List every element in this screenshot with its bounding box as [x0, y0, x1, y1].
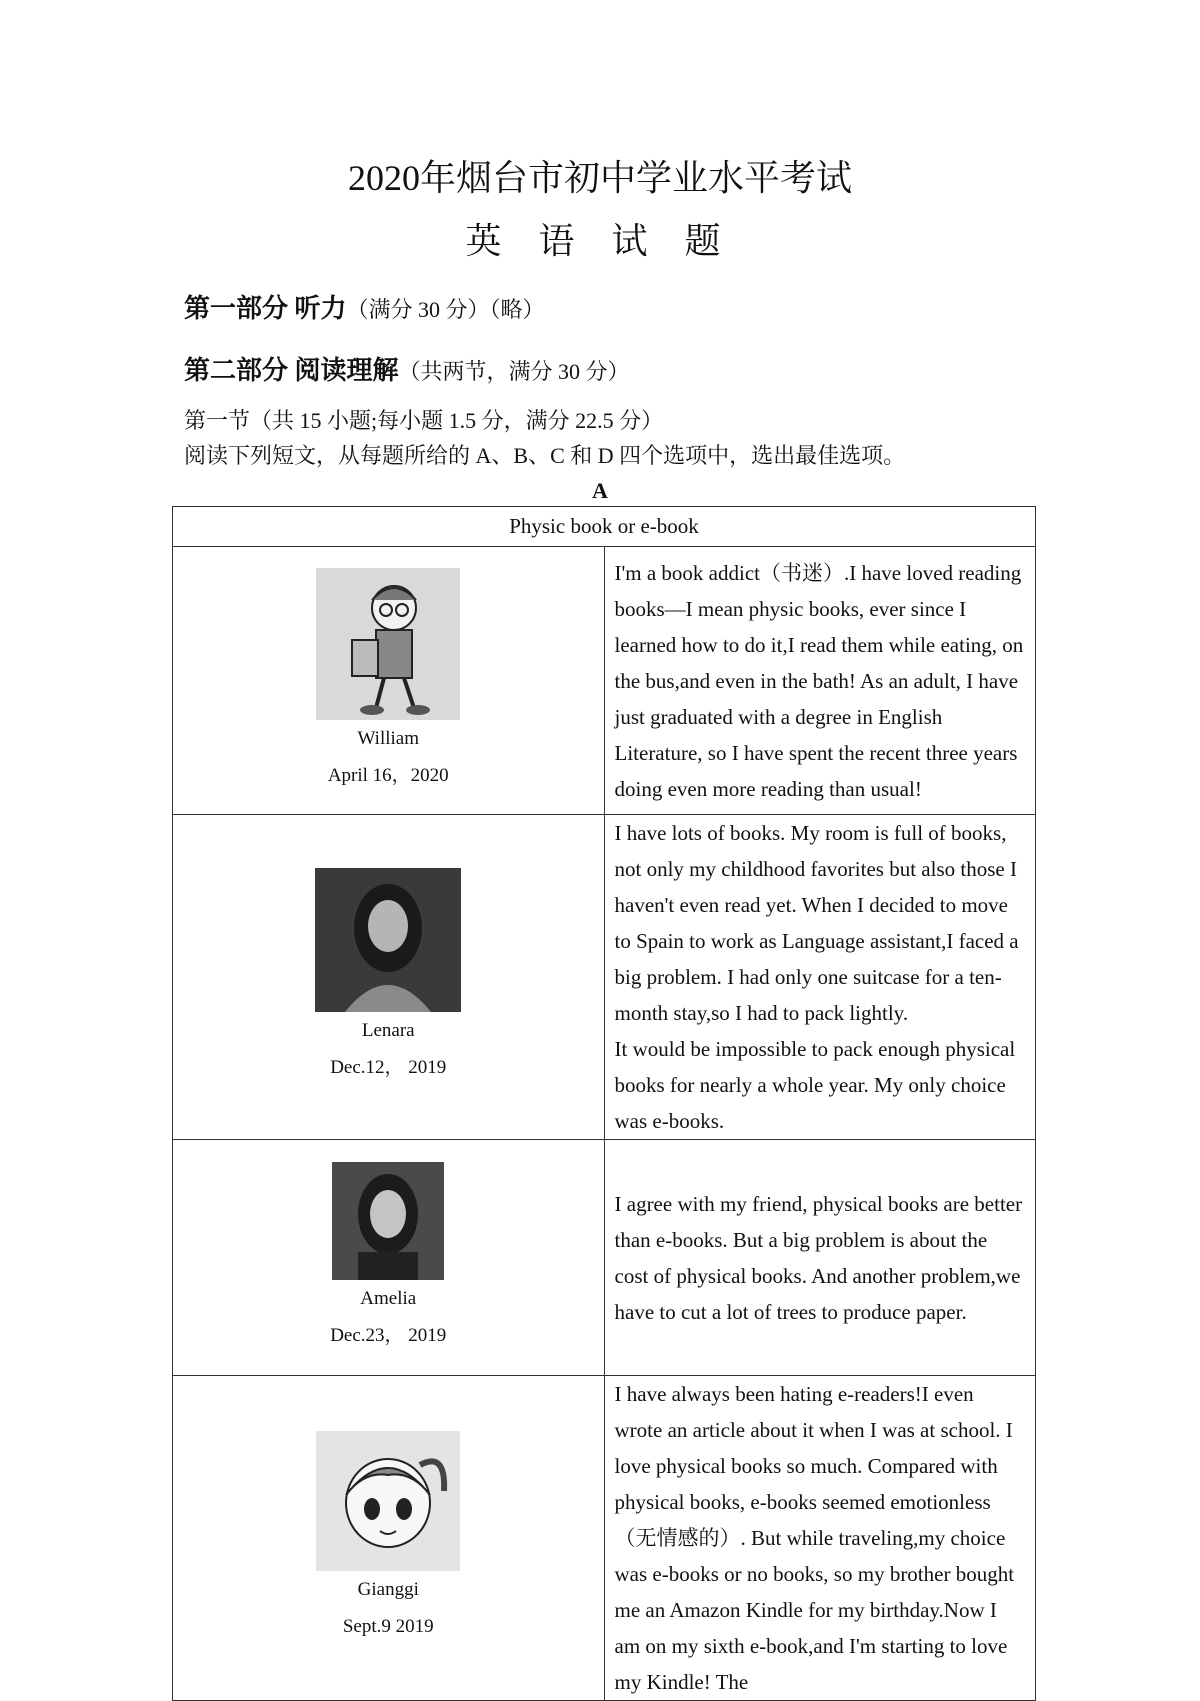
author-name: Gianggi	[357, 1579, 419, 1600]
post-text-cell	[604, 1140, 1036, 1376]
woman-photo-icon	[315, 868, 461, 1012]
table-title: Physic book or e-book	[173, 507, 1036, 547]
post-text-cell	[604, 815, 1036, 1140]
part2-note: （共两节，满分 30 分）	[398, 359, 630, 384]
passage-letter: A	[592, 478, 608, 503]
post-date: Sept.9 2019	[342, 1616, 434, 1637]
post-date: Dec.23， 2019	[330, 1324, 447, 1346]
table-header-row	[173, 507, 1036, 547]
author-cell	[173, 1376, 605, 1701]
table-row	[173, 815, 1036, 1140]
exam-title: 2020年烟台市初中学业水平考试	[347, 158, 852, 198]
posts-table	[172, 506, 1036, 1701]
part1-label: 第一部分 听力	[184, 294, 347, 323]
post-text: I agree with my friend, physical books are better than e-books. But a big problem is about the cost of physical books. And another problem,we have to cut a lot of trees to produce paper.	[614, 1191, 1023, 1324]
post-text-cell	[604, 1376, 1036, 1701]
section1-instruction: 阅读下列短文，从每题所给的 A、B、C 和 D 四个选项中，选出最佳选项。	[184, 443, 906, 468]
post-text: I'm a book addict（书迷）.I have loved reading books—I mean physic books, ever since I learned how to do it,I read them while eating, on the bus,and even in the bath! As an adult, I have just graduated with a degree in English Literature, so I have spent the recent three years doing even more reading than usual!	[614, 560, 1024, 801]
author-cell	[173, 815, 605, 1140]
post-text: I have always been hating e-readers!I even wrote an article about it when I was at school. I love physical books so much. Compared with physical books, e-books seemed emotionless（无情感的）. But while traveling,my choice was e-books or no books, so my brother bought me an Amazon Kindle for my birthday.Now I am on my sixth e-book,and I'm starting to love my Kindle! The	[614, 1382, 1015, 1694]
table-row	[173, 547, 1036, 815]
author-name: William	[357, 727, 419, 749]
young-woman-photo-icon	[332, 1162, 444, 1280]
table-row	[173, 1140, 1036, 1376]
part1-note: （满分 30 分）（略）	[346, 297, 545, 322]
cartoon-boy-icon	[316, 568, 460, 720]
post-text-continued: It would be impossible to pack enough physical books for nearly a whole year. My only choice was e-books.	[614, 1037, 1016, 1133]
post-text: I have lots of books. My room is full of books, not only my childhood favorites but also those I haven't even read yet. When I decided to move to Spain to work as Language assistant,I faced a big problem. I had only one suitcase for a ten-month stay,so I had to pack lightly.	[614, 821, 1019, 1025]
post-date: April 16，2020	[327, 764, 449, 786]
table-row	[173, 1376, 1036, 1701]
part1-heading	[184, 288, 545, 325]
author-cell	[173, 1140, 605, 1376]
author-name: Lenara	[361, 1020, 415, 1041]
post-text-cell	[604, 547, 1036, 815]
cartoon-girl-icon	[316, 1431, 460, 1571]
author-name: Amelia	[360, 1287, 417, 1309]
part2-label: 第二部分 阅读理解	[184, 356, 399, 385]
part2-heading	[184, 350, 630, 387]
exam-subtitle: 英 语 试 题	[465, 221, 735, 261]
post-date: Dec.12， 2019	[330, 1057, 447, 1078]
section1-heading: 第一节（共 15 小题;每小题 1.5 分，满分 22.5 分）	[184, 408, 664, 433]
author-cell	[173, 547, 605, 815]
